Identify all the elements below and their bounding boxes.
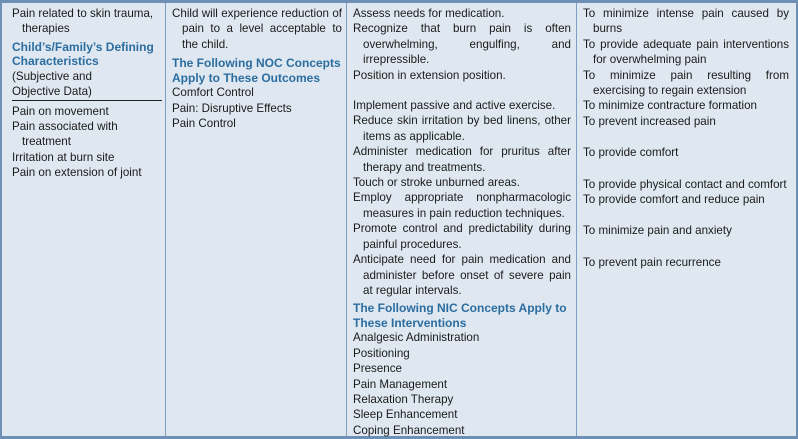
rationale-item: To prevent pain recurrence — [583, 255, 721, 269]
defining-item: Irritation at burn site — [12, 150, 115, 164]
rationale-item: To provide comfort and reduce pain — [583, 193, 765, 207]
intervention-item: Touch or stroke unburned areas. — [353, 176, 520, 190]
intervention-item: Reduce skin irritation by bed linens, other items as applicable. — [353, 114, 571, 143]
defining-characteristics-heading: Child’s/Family’s Defining Characteristics — [12, 39, 154, 69]
nic-item: Pain Management — [353, 377, 448, 391]
rationale-item: To prevent increased pain — [583, 114, 716, 128]
top-border — [2, 0, 796, 3]
nic-item: Coping Enhancement — [353, 423, 465, 437]
outcomes-column — [172, 6, 342, 433]
spacer — [583, 129, 789, 145]
nic-item: Positioning — [353, 346, 410, 360]
noc-item: Comfort Control — [172, 86, 254, 100]
intervention-item: Anticipate need for pain medication and administer before onset of severe pain at regular intervals. — [353, 253, 571, 297]
rationales-column — [583, 6, 789, 433]
noc-item: Pain: Disruptive Effects — [172, 101, 292, 115]
noc-heading: The Following NOC Concepts Apply to These Outcomes — [172, 56, 341, 85]
diagnosis-column — [12, 6, 162, 433]
spacer — [583, 161, 789, 177]
noc-item: Pain Control — [172, 117, 236, 131]
defining-item: Pain associated with treatment — [12, 120, 118, 149]
spacer — [583, 239, 789, 255]
nursing-diagnosis: Pain related to skin trauma, therapies — [12, 7, 154, 36]
defining-item: Pain on movement — [12, 104, 109, 118]
data-subheading-rule — [12, 84, 162, 100]
intervention-item: Administer medication for pruritus after therapy and treatments. — [353, 145, 571, 174]
rationale-item: To provide comfort — [583, 146, 679, 160]
rationale-item: To minimize pain and anxiety — [583, 224, 732, 238]
rationale-item: To minimize pain resulting from exercising to regain extension — [583, 68, 789, 98]
intervention-item: Recognize that burn pain is often overwhelming, engulfing, and irrepressible. — [353, 22, 571, 67]
data-subheading-1: (Subjective and — [12, 69, 92, 83]
spacer — [583, 207, 789, 223]
interventions-column — [353, 6, 571, 437]
spacer — [353, 83, 571, 98]
rationale-item: To minimize contracture formation — [583, 99, 757, 113]
data-subheading-2: Objective Data) — [12, 85, 92, 99]
intervention-item: Employ appropriate nonpharmacologic measures in pain reduction techniques. — [353, 191, 571, 220]
intervention-item: Promote control and predictability during painful procedures. — [353, 222, 571, 251]
nic-item: Presence — [353, 362, 402, 376]
rationale-item: To provide adequate pain interventions for overwhelming pain — [583, 37, 789, 67]
expected-outcome: Child will experience reduction of pain to a level acceptable to the child. — [172, 7, 342, 51]
column-divider — [165, 3, 166, 436]
nic-heading: The Following NIC Concepts Apply to These Interventions — [353, 301, 567, 330]
intervention-item: Assess needs for medication. — [353, 7, 505, 20]
nic-item: Sleep Enhancement — [353, 408, 458, 422]
intervention-item: Implement passive and active exercise. — [353, 99, 556, 113]
column-divider — [346, 3, 347, 436]
defining-item: Pain on extension of joint — [12, 166, 142, 180]
intervention-item: Position in extension position. — [353, 68, 506, 82]
rationale-item: To minimize intense pain caused by burns — [583, 7, 789, 36]
rationale-item: To provide physical contact and comfort — [583, 177, 787, 191]
column-divider — [576, 3, 577, 436]
nic-item: Analgesic Administration — [353, 331, 480, 345]
nic-item: Relaxation Therapy — [353, 392, 454, 406]
